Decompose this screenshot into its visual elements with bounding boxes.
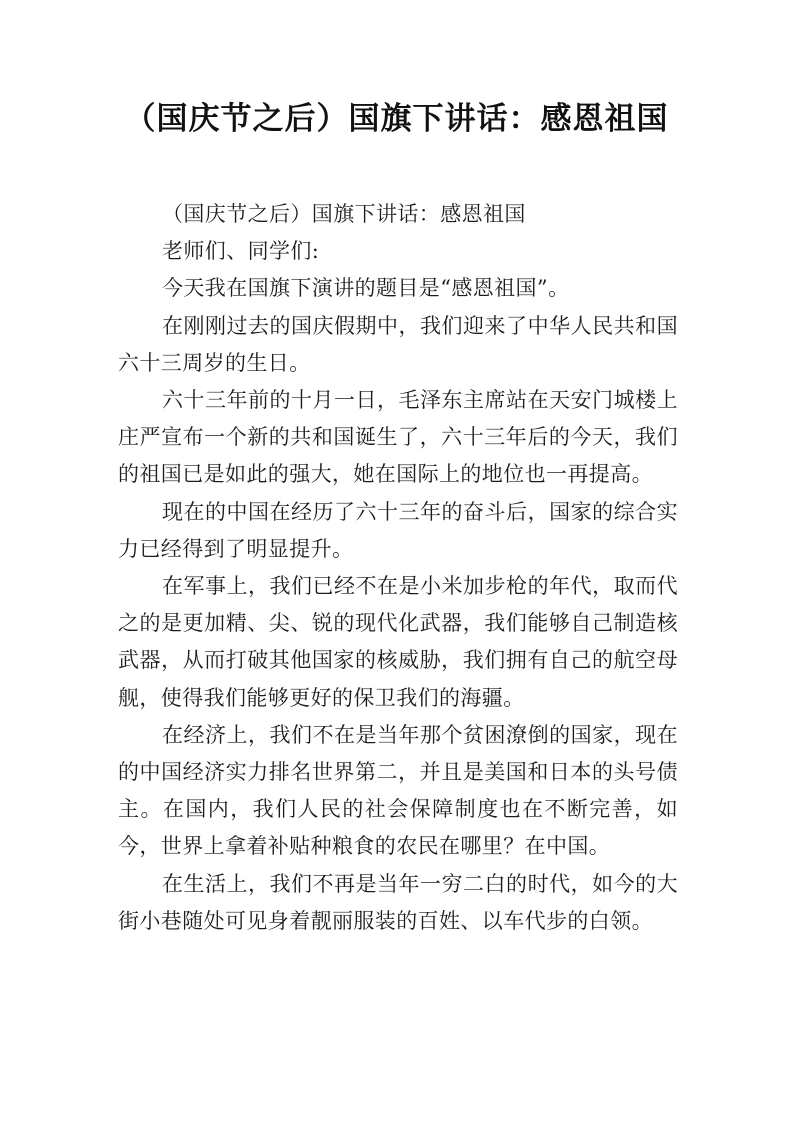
paragraph-salutation: 老师们、同学们: [162,239,320,264]
paragraph-history: 六十三年前的十月一日，毛泽东主席站在天安门城楼上庄严宣布一个新的共和国诞生了，六十三年后的今天，我们的祖国已是如此的强大，她在国际上的地位也一再提高。 [118,388,678,487]
paragraph-daily-life: 在生活上，我们不再是当年一穷二白的时代，如今的大街小巷随处可见身着靓丽服装的百姓、以车代步的白领。 [118,871,678,933]
paragraph-subtitle: （国庆节之后）国旗下讲话：感恩祖国 [162,202,526,226]
document-body [118,196,678,940]
paragraph-military: 在军事上，我们已经不在是小米加步枪的年代，取而代之的是更加精、尖、锐的现代化武器，我们能够自己制造核武器，从而打破其他国家的核威胁，我们拥有自己的航空母舰，使得我们能够更好的保卫我们的海疆。 [118,574,678,710]
document-title: （国庆节之后）国旗下讲话：感恩祖国 [124,101,669,137]
paragraph-national-strength: 现在的中国在经历了六十三年的奋斗后，国家的综合实力已经得到了明显提升。 [118,499,678,561]
paragraph-topic: 今天我在国旗下演讲的题目是“感恩祖国”。 [162,276,570,301]
paragraph-national-day: 在刚刚过去的国庆假期中，我们迎来了中华人民共和国六十三周岁的生日。 [118,313,678,375]
paragraph-economy: 在经济上，我们不在是当年那个贫困潦倒的国家，现在的中国经济实力排名世界第二，并且是美国和日本的头号债主。在国内，我们人民的社会保障制度也在不断完善，如今，世界上拿着补贴种粮食的农民在哪里？在中国。 [118,722,678,859]
